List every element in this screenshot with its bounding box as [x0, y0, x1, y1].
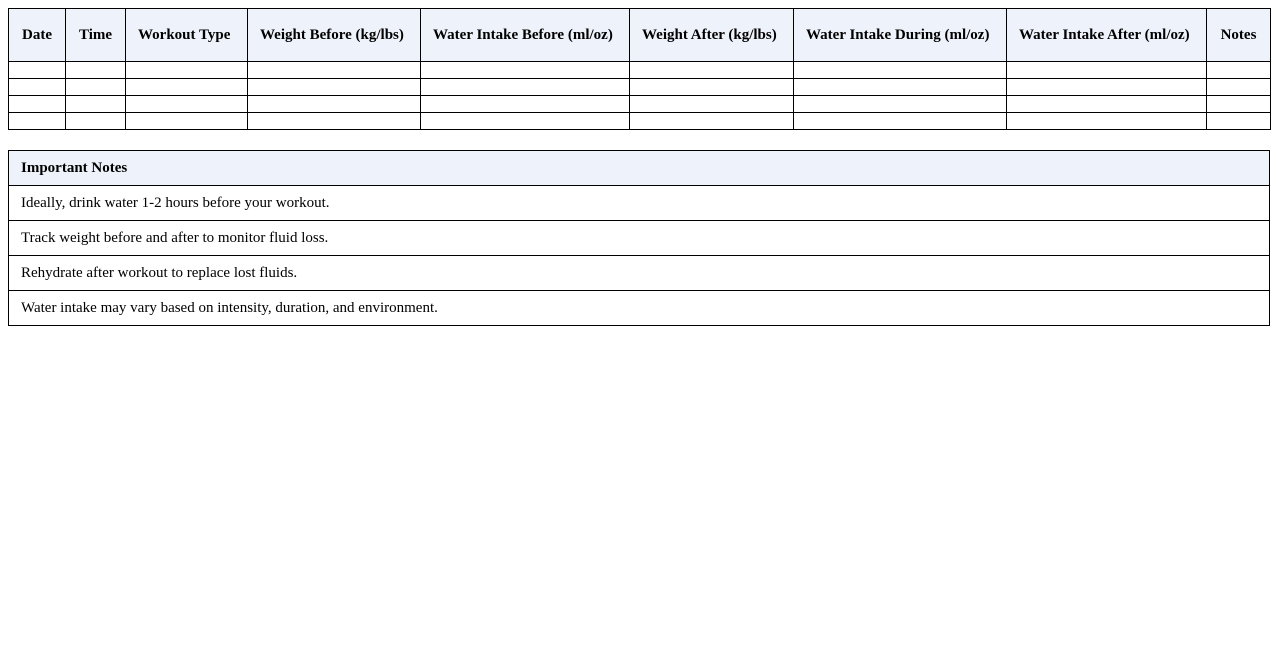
table-cell[interactable] — [248, 113, 421, 130]
table-cell[interactable] — [248, 62, 421, 79]
table-cell[interactable] — [9, 79, 66, 96]
note-row — [9, 291, 1270, 326]
table-cell[interactable] — [9, 113, 66, 130]
table-cell[interactable] — [66, 62, 126, 79]
table-cell[interactable] — [1007, 62, 1207, 79]
table-row — [9, 113, 1271, 130]
table-cell[interactable] — [630, 62, 794, 79]
table-cell[interactable] — [9, 96, 66, 113]
column-header-time: Time — [66, 9, 126, 62]
column-header-weight-before: Weight Before (kg/lbs) — [248, 9, 421, 62]
table-cell[interactable] — [248, 96, 421, 113]
note-item: Rehydrate after workout to replace lost fluids. — [9, 256, 1270, 291]
note-item: Track weight before and after to monitor fluid loss. — [9, 221, 1270, 256]
header-row — [9, 9, 1271, 62]
table-cell[interactable] — [630, 96, 794, 113]
column-header-date: Date — [9, 9, 66, 62]
table-cell[interactable] — [630, 79, 794, 96]
page — [8, 8, 1270, 326]
table-cell[interactable] — [794, 79, 1007, 96]
note-item: Water intake may vary based on intensity, duration, and environment. — [9, 291, 1270, 326]
column-header-workout-type: Workout Type — [126, 9, 248, 62]
table-row — [9, 62, 1271, 79]
table-cell[interactable] — [1207, 96, 1271, 113]
table-cell[interactable] — [126, 79, 248, 96]
column-header-water-intake-after: Water Intake After (ml/oz) — [1007, 9, 1207, 62]
table-cell[interactable] — [66, 113, 126, 130]
table-row — [9, 79, 1271, 96]
table-cell[interactable] — [9, 62, 66, 79]
table-cell[interactable] — [126, 62, 248, 79]
log-table-body — [9, 62, 1271, 130]
notes-title: Important Notes — [9, 151, 1270, 186]
table-cell[interactable] — [126, 96, 248, 113]
hydration-log-table — [8, 8, 1271, 130]
note-item: Ideally, drink water 1-2 hours before your workout. — [9, 186, 1270, 221]
table-cell[interactable] — [1207, 62, 1271, 79]
column-header-notes: Notes — [1207, 9, 1271, 62]
table-cell[interactable] — [248, 79, 421, 96]
table-cell[interactable] — [421, 96, 630, 113]
table-cell[interactable] — [1007, 113, 1207, 130]
table-cell[interactable] — [1207, 79, 1271, 96]
table-cell[interactable] — [1007, 96, 1207, 113]
important-notes-table — [8, 150, 1270, 326]
table-cell[interactable] — [421, 62, 630, 79]
note-row — [9, 256, 1270, 291]
table-cell[interactable] — [1007, 79, 1207, 96]
table-cell[interactable] — [66, 96, 126, 113]
table-row — [9, 96, 1271, 113]
table-cell[interactable] — [630, 113, 794, 130]
table-cell[interactable] — [794, 113, 1007, 130]
table-cell[interactable] — [794, 62, 1007, 79]
table-cell[interactable] — [421, 113, 630, 130]
column-header-water-intake-before: Water Intake Before (ml/oz) — [421, 9, 630, 62]
table-cell[interactable] — [1207, 113, 1271, 130]
notes-header-row — [9, 151, 1270, 186]
column-header-water-intake-during: Water Intake During (ml/oz) — [794, 9, 1007, 62]
table-cell[interactable] — [421, 79, 630, 96]
note-row — [9, 186, 1270, 221]
note-row — [9, 221, 1270, 256]
table-cell[interactable] — [794, 96, 1007, 113]
column-header-weight-after: Weight After (kg/lbs) — [630, 9, 794, 62]
table-cell[interactable] — [66, 79, 126, 96]
table-cell[interactable] — [126, 113, 248, 130]
